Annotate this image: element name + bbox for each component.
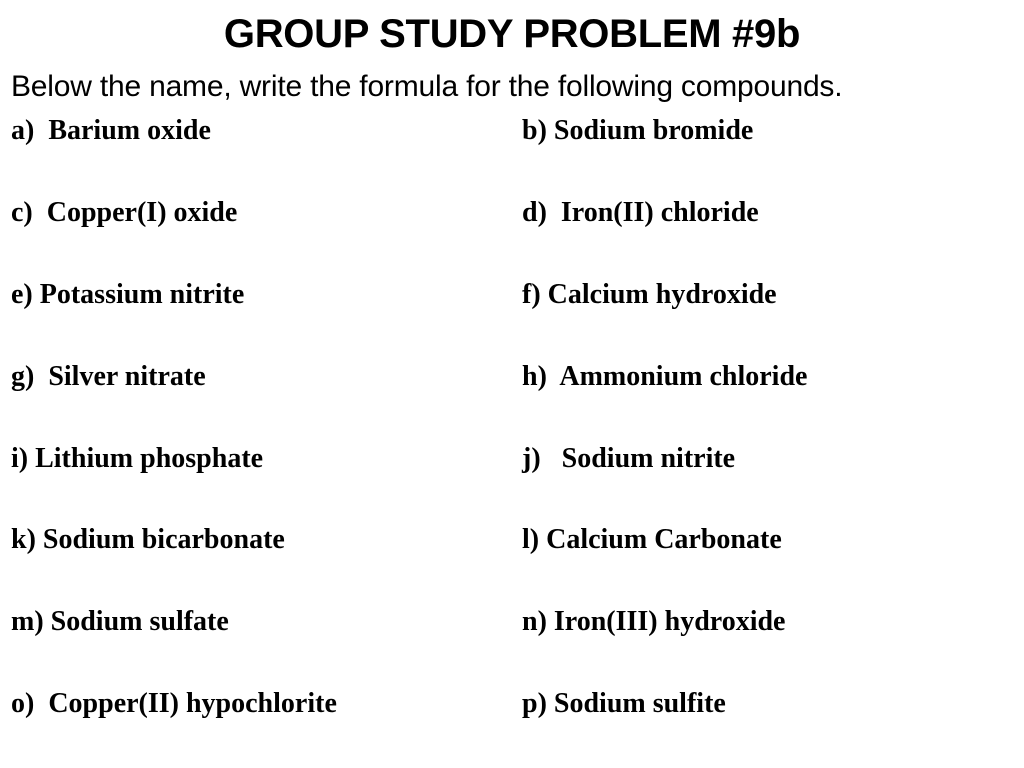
problem-l: l) Calcium Carbonate bbox=[522, 524, 782, 555]
problem-n: n) Iron(III) hydroxide bbox=[522, 606, 786, 637]
problem-d: d) Iron(II) chloride bbox=[522, 197, 759, 228]
problem-i: i) Lithium phosphate bbox=[11, 443, 264, 474]
problem-c: c) Copper(I) oxide bbox=[11, 197, 238, 228]
problem-f: f) Calcium hydroxide bbox=[522, 279, 777, 310]
problem-j: j) Sodium nitrite bbox=[522, 443, 736, 474]
page-title: GROUP STUDY PROBLEM #9b bbox=[223, 12, 801, 56]
problem-a: a) Barium oxide bbox=[11, 115, 211, 146]
problem-g: g) Silver nitrate bbox=[11, 361, 206, 392]
problem-e: e) Potassium nitrite bbox=[11, 279, 245, 310]
problem-k: k) Sodium bicarbonate bbox=[11, 524, 285, 555]
problem-o: o) Copper(II) hypochlorite bbox=[11, 688, 337, 719]
instructions-text: Below the name, write the formula for the following compounds. bbox=[11, 70, 843, 103]
problem-p: p) Sodium sulfite bbox=[522, 688, 726, 719]
problem-h: h) Ammonium chloride bbox=[522, 361, 808, 392]
problem-b: b) Sodium bromide bbox=[522, 115, 754, 146]
problem-m: m) Sodium sulfate bbox=[11, 606, 229, 637]
